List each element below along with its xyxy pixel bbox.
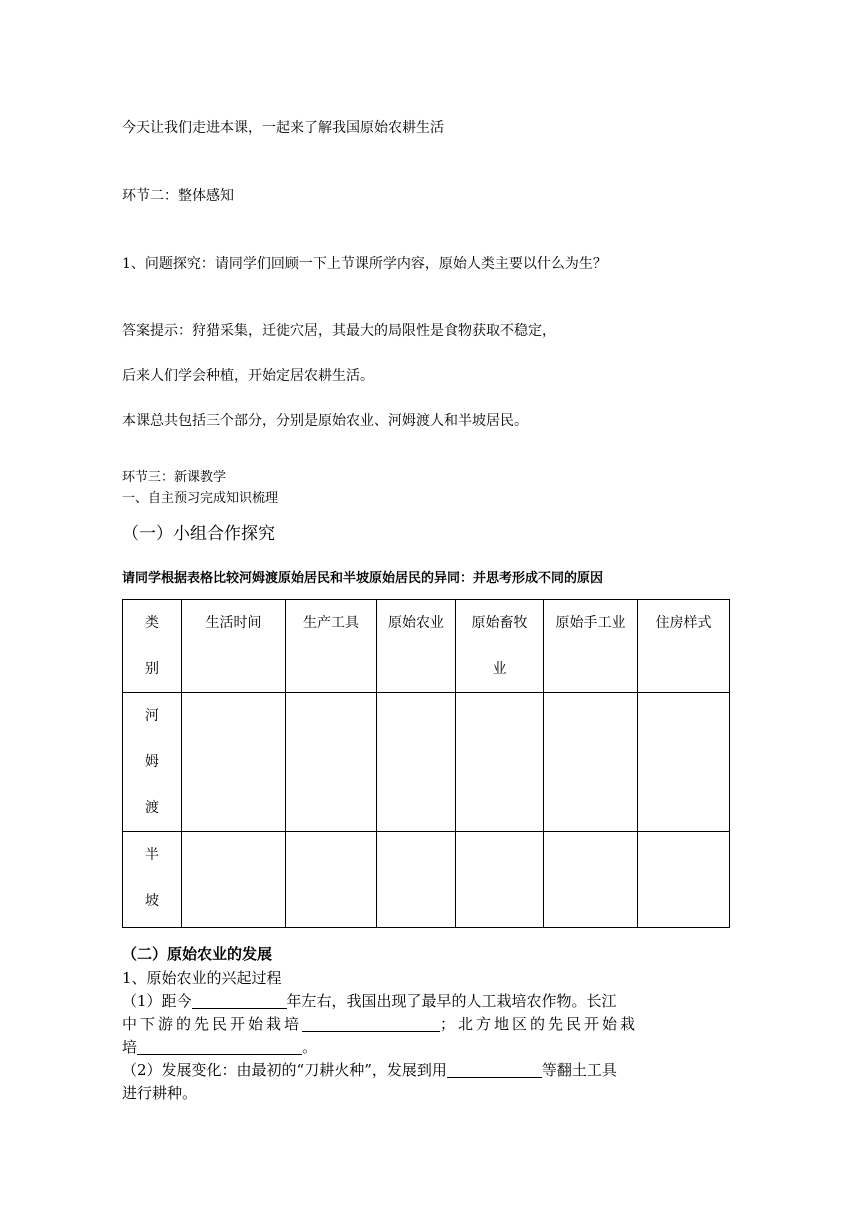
row-label-char: 坡 xyxy=(145,893,159,909)
table-cell[interactable] xyxy=(638,693,730,832)
p2-text: 等翻土工具 xyxy=(541,1061,617,1079)
fill-blank-tools[interactable] xyxy=(447,1061,542,1078)
comparison-table xyxy=(122,599,730,928)
header-animal-husbandry-line1: 原始畜牧 xyxy=(471,615,528,631)
paragraph-2 xyxy=(122,1059,729,1105)
header-living-time: 生活时间 xyxy=(182,600,286,693)
p1-text: （1）距今 xyxy=(122,992,192,1010)
answer-hint-line-1: 答案提示：狩猎采集，迁徙穴居，其最大的局限性是食物获取不稳定， xyxy=(122,323,556,339)
table-cell[interactable] xyxy=(182,693,286,832)
header-category-char: 别 xyxy=(145,661,159,677)
table-cell[interactable] xyxy=(544,832,638,928)
p1-text: 年左右，我国出现了最早的人工栽培农作物。长江 xyxy=(286,992,617,1010)
header-category-char: 类 xyxy=(145,615,159,631)
row-label-char: 半 xyxy=(145,847,159,863)
table-cell[interactable] xyxy=(456,832,544,928)
header-housing: 住房样式 xyxy=(638,600,730,693)
table-cell[interactable] xyxy=(377,832,456,928)
header-handicraft: 原始手工业 xyxy=(544,600,638,693)
fill-blank-years[interactable] xyxy=(192,992,287,1009)
development-subtitle: 1、原始农业的兴起过程 xyxy=(122,969,282,987)
p1-text: ；北方地区的先民开始栽 xyxy=(440,1015,639,1033)
paragraph-1 xyxy=(122,990,729,1059)
development-title: （二）原始农业的发展 xyxy=(122,945,273,963)
header-category xyxy=(123,600,182,693)
question-text: 1、问题探究：请同学们回顾一下上节课所学内容，原始人类主要以什么为生？ xyxy=(122,256,607,272)
subsection-1-title: 一、自主预习完成知识梳理 xyxy=(122,491,279,506)
table-cell[interactable] xyxy=(377,693,456,832)
p1-text: 中下游的先民开始栽培 xyxy=(122,1015,303,1033)
table-cell[interactable] xyxy=(456,693,544,832)
header-animal-husbandry-line2: 业 xyxy=(492,661,507,677)
p2-text: 进行耕种。 xyxy=(122,1084,198,1102)
answer-hint-line-2: 后来人们学会种植，开始定居农耕生活。 xyxy=(122,368,374,384)
table-cell[interactable] xyxy=(286,693,377,832)
fill-blank-north-crop[interactable] xyxy=(137,1038,302,1055)
table-instruction: 请同学根据表格比较河姆渡原始居民和半坡原始居民的异同：并思考形成不同的原因 xyxy=(122,571,604,586)
row-label-banpo xyxy=(123,832,182,928)
header-production-tools: 生产工具 xyxy=(286,600,377,693)
intro-text: 今天让我们走进本课，一起来了解我国原始农耕生活 xyxy=(122,120,444,136)
row-label-char: 渡 xyxy=(145,800,159,816)
header-animal-husbandry xyxy=(456,600,544,693)
header-agriculture: 原始农业 xyxy=(377,600,456,693)
p2-text: （2）发展变化：由最初的“刀耕火种”，发展到用 xyxy=(122,1061,447,1079)
table-cell[interactable] xyxy=(182,832,286,928)
group-work-title: （一）小组合作探究 xyxy=(122,524,275,544)
table-cell[interactable] xyxy=(544,693,638,832)
section-2-title: 环节二：整体感知 xyxy=(122,188,234,204)
p1-text: 。 xyxy=(302,1038,318,1056)
table-cell[interactable] xyxy=(286,832,377,928)
lesson-overview: 本课总共包括三个部分，分别是原始农业、河姆渡人和半坡居民。 xyxy=(122,413,528,429)
fill-blank-south-crop[interactable] xyxy=(302,1015,440,1032)
table-row xyxy=(123,693,730,832)
row-label-char: 河 xyxy=(145,708,159,724)
row-label-hemudu xyxy=(123,693,182,832)
p1-text: 培 xyxy=(122,1038,138,1056)
table-header-row xyxy=(123,600,730,693)
section-3-title: 环节三：新课教学 xyxy=(122,470,227,485)
table-row xyxy=(123,832,730,928)
row-label-char: 姆 xyxy=(145,754,159,770)
table-cell[interactable] xyxy=(638,832,730,928)
